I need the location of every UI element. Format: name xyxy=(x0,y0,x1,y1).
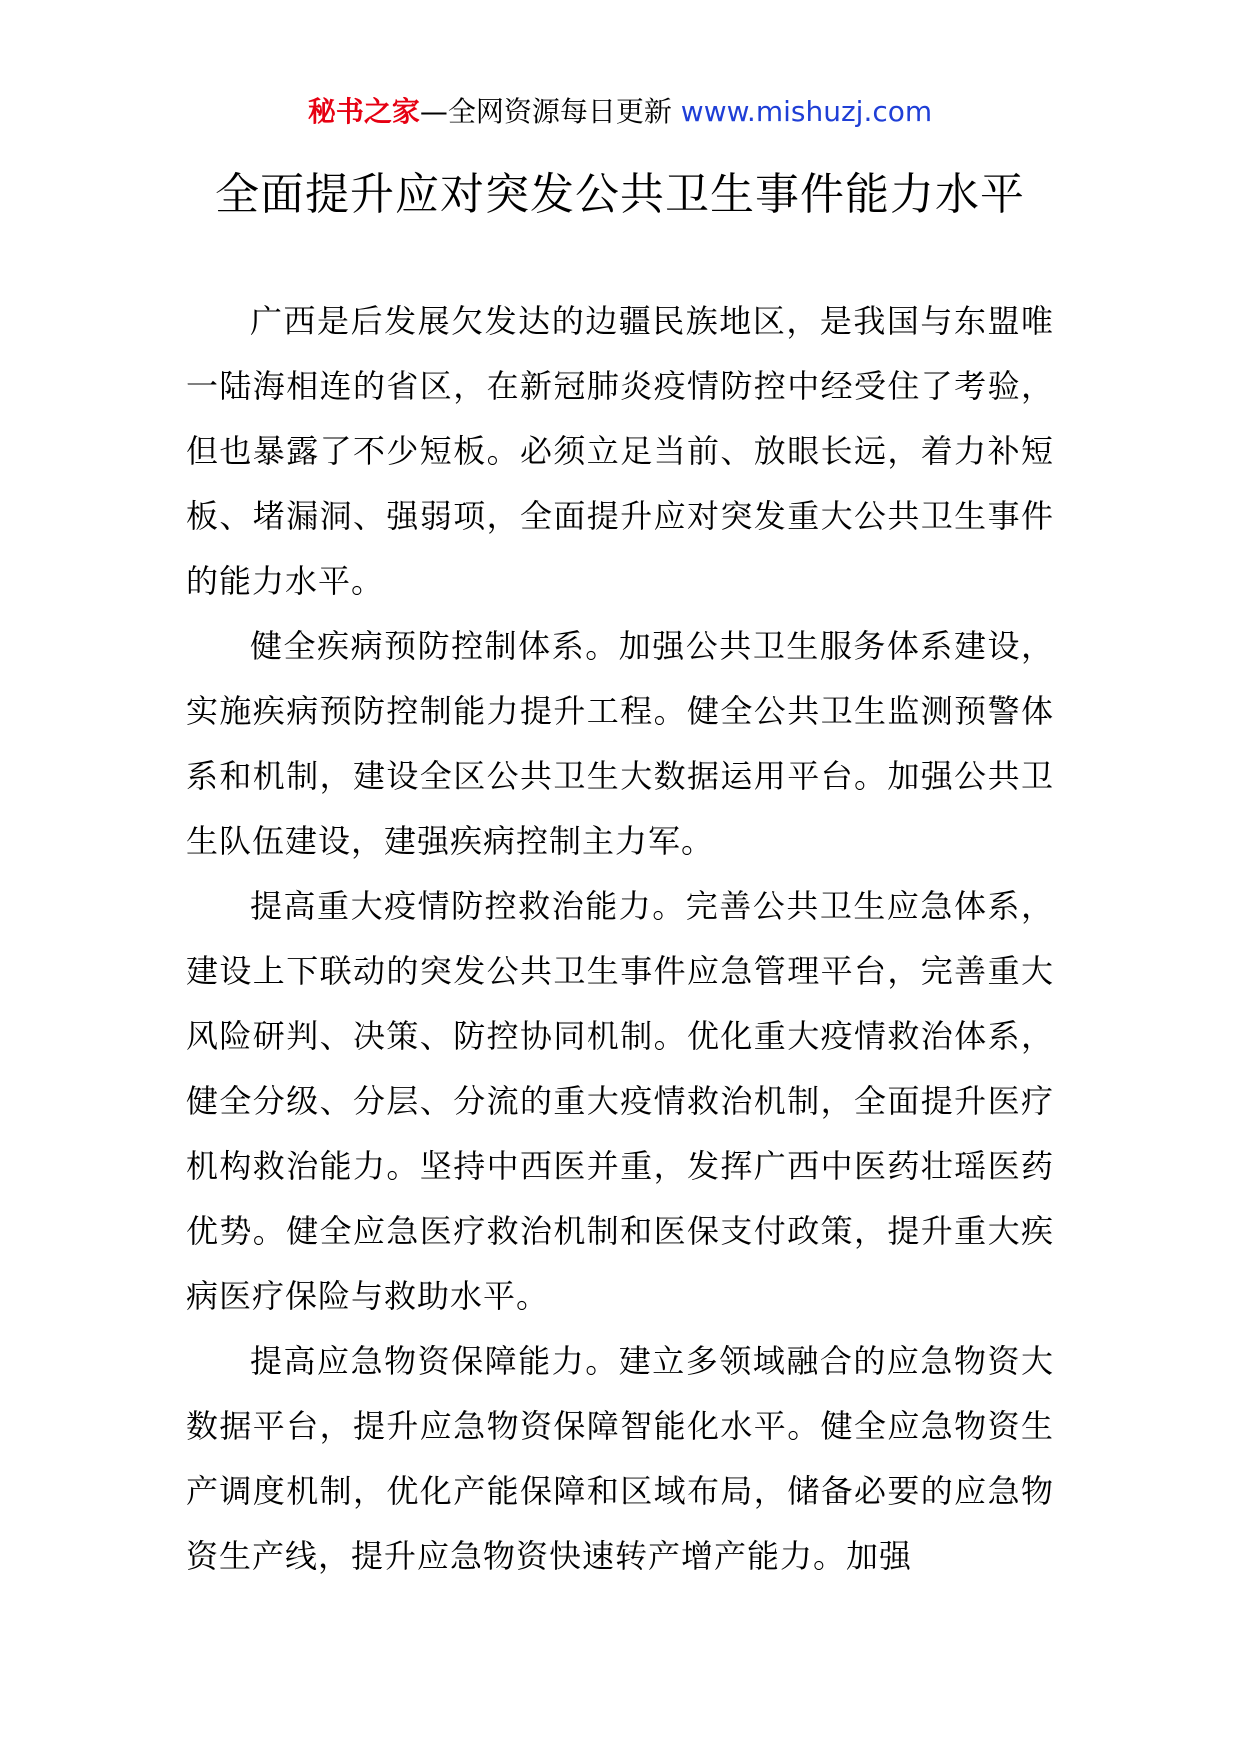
paragraph-epidemic-treatment: 提高重大疫情防控救治能力。完善公共卫生应急体系，建设上下联动的突发公共卫生事件应急管理平台，完善重大风险研判、决策、防控协同机制。优化重大疫情救治体系，健全分级、分层、分流的重大疫情救治机制，全面提升医疗机构救治能力。坚持中西医并重，发挥广西中医药壮瑶医药优势。健全应急医疗救治机制和医保支付政策，提升重大疾病医疗保险与救助水平。 xyxy=(186,887,1054,1315)
document-title: 全面提升应对突发公共卫生事件能力水平 xyxy=(215,169,1025,220)
header-tagline: —全网资源每日更新 xyxy=(419,95,672,128)
paragraph-disease-control: 健全疾病预防控制体系。加强公共卫生服务体系建设，实施疾病预防控制能力提升工程。健全公共卫生监测预警体系和机制，建设全区公共卫生大数据运用平台。加强公共卫生队伍建设，建强疾病控制主力军。 xyxy=(186,627,1054,860)
paragraph-intro: 广西是后发展欠发达的边疆民族地区，是我国与东盟唯一陆海相连的省区，在新冠肺炎疫情防控中经受住了考验，但也暴露了不少短板。必须立足当前、放眼长远，着力补短板、堵漏洞、强弱项，全面提升应对突发重大公共卫生事件的能力水平。 xyxy=(186,302,1054,600)
site-header xyxy=(0,92,1240,132)
site-url-link[interactable]: www.mishuzj.com xyxy=(680,95,933,128)
document-body xyxy=(186,289,1054,1589)
paragraph-emergency-supplies: 提高应急物资保障能力。建立多领域融合的应急物资大数据平台，提升应急物资保障智能化水平。健全应急物资生产调度机制，优化产能保障和区域布局，储备必要的应急物资生产线，提升应急物资快速转产增产能力。加强 xyxy=(186,1342,1054,1575)
brand-name: 秘书之家 xyxy=(307,95,420,128)
